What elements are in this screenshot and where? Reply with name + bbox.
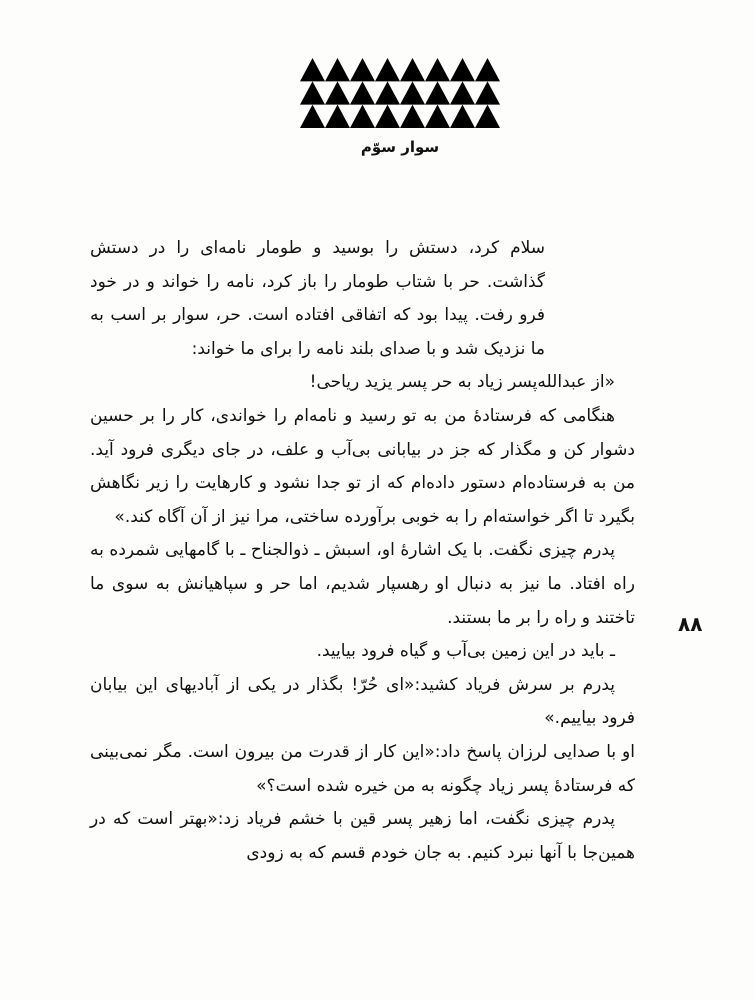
ornament-triangle bbox=[375, 105, 400, 128]
ornament-triangle bbox=[350, 58, 375, 81]
paragraph: پدرم بر سرش فریاد کشید:«ای حُرّ! بگذار در یکی از آبادیهای این بیابان فرود بیاییم.» bbox=[90, 674, 635, 729]
paragraph: او با صدایی لرزان پاسخ داد:«این کار از قدرت من بیرون است. مگر نمی‌بینی که فرستادهٔ پسر زیاد چگونه به من خیره شده است؟» bbox=[90, 741, 635, 796]
ornament-triangle bbox=[425, 58, 450, 81]
ornament-triangle bbox=[375, 58, 400, 81]
ornament-triangle bbox=[300, 81, 325, 104]
ornament-triangle bbox=[425, 105, 450, 128]
ornament-triangle bbox=[325, 58, 350, 81]
ornament-triangle bbox=[450, 58, 475, 81]
ornament-triangle bbox=[400, 81, 425, 104]
paragraph: ـ باید در این زمین بی‌آب و گیاه فرود بیایید. bbox=[316, 641, 615, 662]
ornament-triangle bbox=[475, 105, 500, 128]
ornament-triangle bbox=[425, 81, 450, 104]
ornament-triangle bbox=[350, 81, 375, 104]
paragraph: پدرم چیزی نگفت، اما زهیر پسر قین با خشم فریاد زد:«بهتر است که در همین‌جا با آنها نبرد کنیم. به جان خودم قسم که به زودی bbox=[90, 809, 635, 863]
ornament-triangle bbox=[450, 105, 475, 128]
ornament-triangle bbox=[400, 105, 425, 128]
ornament-triangle bbox=[325, 81, 350, 104]
body-text bbox=[90, 232, 635, 870]
chapter-title: سوار سوّم bbox=[360, 138, 440, 156]
ornament-triangle bbox=[325, 105, 350, 128]
paragraph: سلام کرد، دستش را بوسید و طومار نامه‌ای را در دستش گذاشت. حر با شتاب طومار را باز کرد، نامه را خواند و در خود فرو رفت. پیدا بود که اتفاقی افتاده است. حر، سوار بر اسب به ما نزدیک شد و با صدای بلند نامه را برای ما خواند: bbox=[90, 238, 545, 359]
paragraph: هنگامی که فرستادهٔ من به تو رسید و نامه‌ام را خواندی، کار را بر حسین دشوار کن و مگذار که جز در بیابانی بی‌آب و علف، در جای دیگری فرود آید. من به فرستاده‌ام دستور داده‌ام که از تو جدا نشود و کارهایت را زیر نگاهش بگیرد تا اگر خواسته‌ام را به خوبی برآورده ساختی، مرا نیز از آن آگاه کند.» bbox=[90, 405, 635, 527]
ornament-triangle bbox=[300, 105, 325, 128]
ornament-triangle bbox=[475, 81, 500, 104]
ornament-triangles-icon bbox=[300, 58, 500, 128]
paragraph: پدرم چیزی نگفت. با یک اشارهٔ او، اسبش ـ ذوالجناح ـ با گامهایی شمرده به راه افتاد. ما نیز به دنبال او رهسپار شدیم، اما حر و سپاهیانش به سوی ما تاختند و راه را بر ما بستند. bbox=[90, 540, 635, 628]
paragraph: «از عبدالله‌پسر زیاد به حر پسر یزید ریاحی! bbox=[309, 372, 615, 393]
page-number: ۸۸ bbox=[678, 612, 703, 636]
ornament-triangles-graphic bbox=[300, 58, 500, 128]
ornament-triangle bbox=[375, 81, 400, 104]
ornament-triangle bbox=[400, 58, 425, 81]
ornament-triangle bbox=[450, 81, 475, 104]
ornament-triangle bbox=[350, 105, 375, 128]
ornament-triangle bbox=[475, 58, 500, 81]
ornament-triangle bbox=[300, 58, 325, 81]
